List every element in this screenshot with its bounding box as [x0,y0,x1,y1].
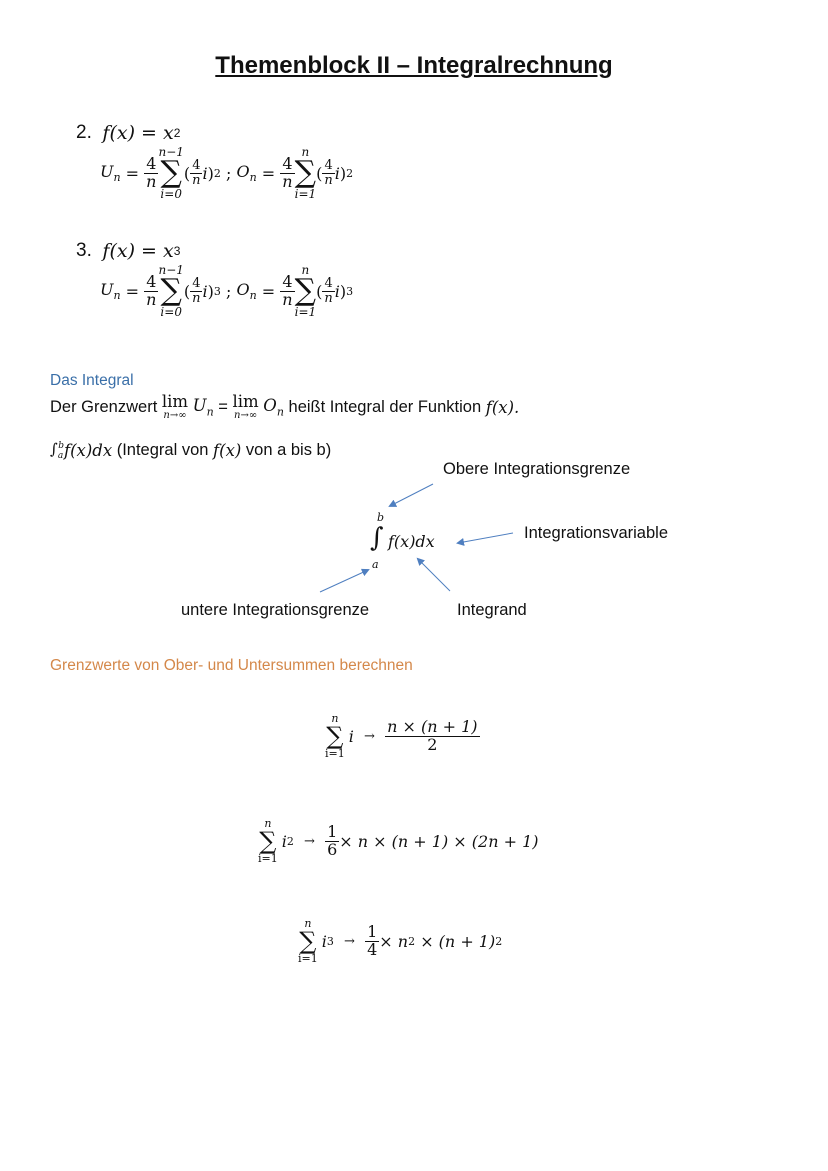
item-2-exp: 2 [173,126,181,140]
arrow-upper-bound [390,484,433,506]
sum-formula-1: n ∑ i=1 i → $\frac{n \times (n + 1)}{2}$ [325,712,478,760]
fraction: $\frac{4}{n}$ [146,153,157,191]
page-title: Themenblock II – Integralrechnung [215,52,613,79]
limit: lim n→∞ [232,392,259,421]
integral-upper-bound: b [377,511,385,524]
fraction: $\frac{4}{n}$ [282,271,293,309]
item-2-label: 2. [76,122,92,143]
item-3-func: f(x) = x [102,240,174,262]
sum-formula-2: n ∑ i=1 i 2 → $\frac{1}{6}$ × n × (n + 1) × (2n + 1) [258,817,539,865]
arrow-variable [458,533,513,543]
lower-bound-label: untere Integrationsgrenze [181,601,370,619]
integral-notation: $\int_a^b$ f(x)dx (Integral von f(x) von a bis b) [50,440,332,461]
item-3-exp: 3 [173,244,181,258]
limit: lim n→∞ [161,392,189,421]
sigma: n−1 ∑ i=0 [158,145,184,201]
sigma: n ∑ i=1 [294,145,317,201]
lower-sum-symbol: $U_n$ [100,279,121,303]
fraction: $\frac{4}{n}$ [146,271,157,309]
item-3-label: 3. [76,240,92,261]
item-3-sums: $U_n$ = $\frac{4}{n}$ n−1 ∑ i=0 ( $\frac{4}{n}$ i ) 3 ; $O_n$ = $\frac{4}{n}$ n ∑ i=1 ( $\frac{4}{n}$ i ) 3 [100,263,354,319]
upper-sum-symbol: $O_n$ [236,279,257,303]
sigma: n ∑ i=1 [294,263,317,319]
fraction: $\frac{4}{n}$ [282,153,293,191]
lower-sum-symbol: $U_n$ [100,161,121,185]
integrand-label: Integrand [457,601,527,619]
integral-expression: f(x)dx [388,532,435,551]
arrow-lower-bound [320,570,368,592]
sigma: n−1 ∑ i=0 [158,263,184,319]
variable-label: Integrationsvariable [524,524,669,542]
integral-heading: Das Integral [50,372,134,389]
integral-lower-bound: a [372,558,379,571]
item-2-sums: $U_n$ = $\frac{4}{n}$ n−1 ∑ i=0 ( $\frac{4}{n}$ i ) 2 ; $O_n$ = $\frac{4}{n}$ n ∑ i=1 ( $\frac{4}{n}$ i ) 2 [100,145,354,201]
sums-heading: Grenzwerte von Ober- und Untersummen berechnen [50,657,413,674]
item-2-func: f(x) = x [102,122,174,144]
upper-bound-label: Obere Integrationsgrenze [443,460,631,478]
integral-definition: Der Grenzwert lim n→∞ $U_n$ = lim n→∞ $O_n$ heißt Integral der Funktion f(x). [50,392,520,421]
arrow-integrand [418,559,450,591]
upper-sum-symbol: $O_n$ [236,161,257,185]
integral-sign: ∫ [370,523,384,553]
sum-formula-3: n ∑ i=1 i 3 → $\frac{1}{4}$ × n 2 × (n + 1) 2 [298,917,503,965]
